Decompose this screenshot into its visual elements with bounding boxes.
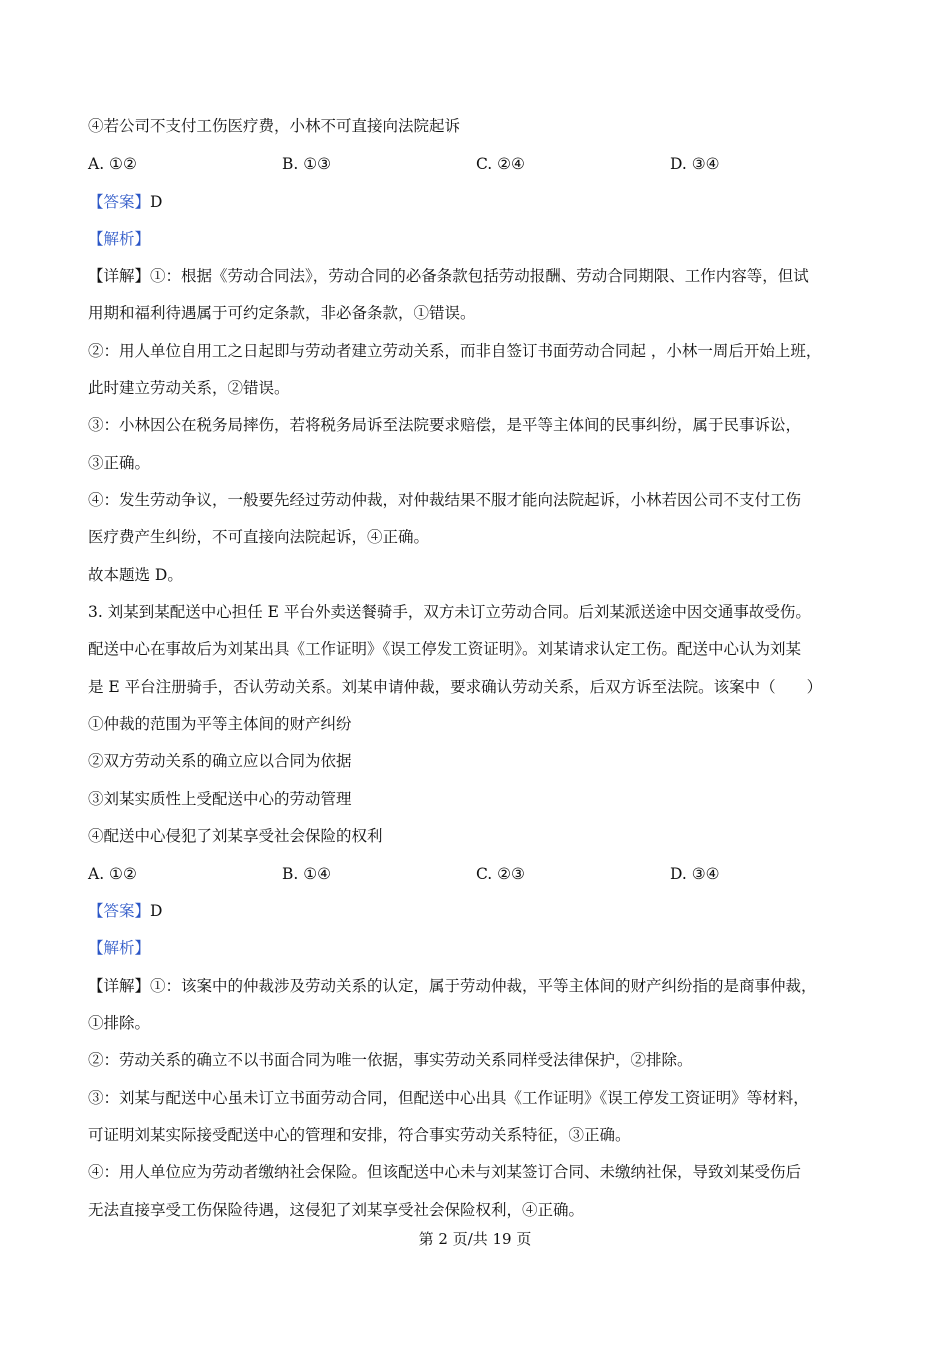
q3-option-b: B. ①④ — [282, 865, 332, 883]
explanation-line: ②：用人单位自用工之日起即与劳动者建立劳动关系，而非自签订书面劳动合同起 ，小林一周后开始上班， — [88, 342, 822, 360]
explanation-line: 【详解】①：该案中的仲裁涉及劳动关系的认定，属于劳动仲裁，平等主体间的财产纠纷指的是商事仲裁， — [88, 977, 817, 995]
explanation-line: ④：用人单位应为劳动者缴纳社会保险。但该配送中心未与刘某签订合同、未缴纳社保，导致刘某受伤后 — [88, 1163, 802, 1181]
explanation-line: ②：劳动关系的确立不以书面合同为唯一依据，事实劳动关系同样受法律保护，②排除。 — [88, 1051, 693, 1069]
stem-line: 是 E 平台注册骑手，否认劳动关系。刘某申请仲裁，要求确认劳动关系，后双方诉至法院。该案中（ ） — [88, 678, 823, 696]
explanation-line: ③：小林因公在税务局摔伤，若将税务局诉至法院要求赔偿，是平等主体间的民事纠纷，属于民事诉讼， — [88, 416, 802, 434]
answer-tag: 【答案】 — [88, 193, 151, 211]
explanation-line: 无法直接享受工伤保险待遇，这侵犯了刘某享受社会保险权利，④正确。 — [88, 1201, 585, 1219]
explanation-line: ③正确。 — [88, 454, 151, 472]
explanation-line: 可证明刘某实际接受配送中心的管理和安排，符合事实劳动关系特征，③正确。 — [88, 1126, 631, 1144]
explanation-line: ①排除。 — [88, 1014, 151, 1032]
q3-answer — [88, 900, 868, 922]
q2-option-b: B. ①③ — [282, 155, 332, 173]
q2-analysis-tag: 【解析】 — [88, 230, 151, 248]
answer-tag: 【答案】 — [88, 902, 151, 920]
answer-value: D — [150, 193, 163, 211]
q3-option-a: A. ①② — [88, 865, 137, 883]
q3-item-3: ③刘某实质性上受配送中心的劳动管理 — [88, 790, 352, 808]
explanation-line: 故本题选 D。 — [88, 566, 183, 584]
q2-option-c: C. ②④ — [476, 155, 525, 173]
q3-item-2: ②双方劳动关系的确立应以合同为依据 — [88, 752, 352, 770]
explanation-line: ③：刘某与配送中心虽未订立书面劳动合同，但配送中心出具《工作证明》《误工停发工资证明》等材料， — [88, 1089, 809, 1107]
q3-item-4: ④配送中心侵犯了刘某享受社会保险的权利 — [88, 827, 383, 845]
page-footer: 第 2 页/共 19 页 — [418, 1230, 532, 1248]
explanation-line: 【详解】①：根据《劳动合同法》，劳动合同的必备条款包括劳动报酬、劳动合同期限、工作内容等，但试 — [88, 267, 809, 285]
q2-item-4: ④若公司不支付工伤医疗费，小林不可直接向法院起诉 — [88, 117, 461, 135]
stem-line: 配送中心在事故后为刘某出具《工作证明》《误工停发工资证明》。刘某请求认定工伤。配送中心认为刘某 — [88, 640, 802, 658]
q3-analysis-tag: 【解析】 — [88, 939, 151, 957]
q2-answer — [88, 191, 868, 213]
q3-option-c: C. ②③ — [476, 865, 525, 883]
q2-option-d: D. ③④ — [670, 155, 720, 173]
q3-option-d: D. ③④ — [670, 865, 720, 883]
explanation-line: 用期和福利待遇属于可约定条款，非必备条款，①错误。 — [88, 304, 476, 322]
stem-line: 3. 刘某到某配送中心担任 E 平台外卖送餐骑手，双方未订立劳动合同。后刘某派送途中因交通事故受伤。 — [88, 603, 811, 621]
q2-option-a: A. ①② — [88, 155, 137, 173]
q3-item-1: ①仲裁的范围为平等主体间的财产纠纷 — [88, 715, 352, 733]
explanation-line: 此时建立劳动关系，②错误。 — [88, 379, 290, 397]
explanation-line: 医疗费产生纠纷，不可直接向法院起诉，④正确。 — [88, 528, 430, 546]
answer-value: D — [150, 902, 163, 920]
explanation-line: ④：发生劳动争议，一般要先经过劳动仲裁，对仲裁结果不服才能向法院起诉，小林若因公司不支付工伤 — [88, 491, 802, 509]
